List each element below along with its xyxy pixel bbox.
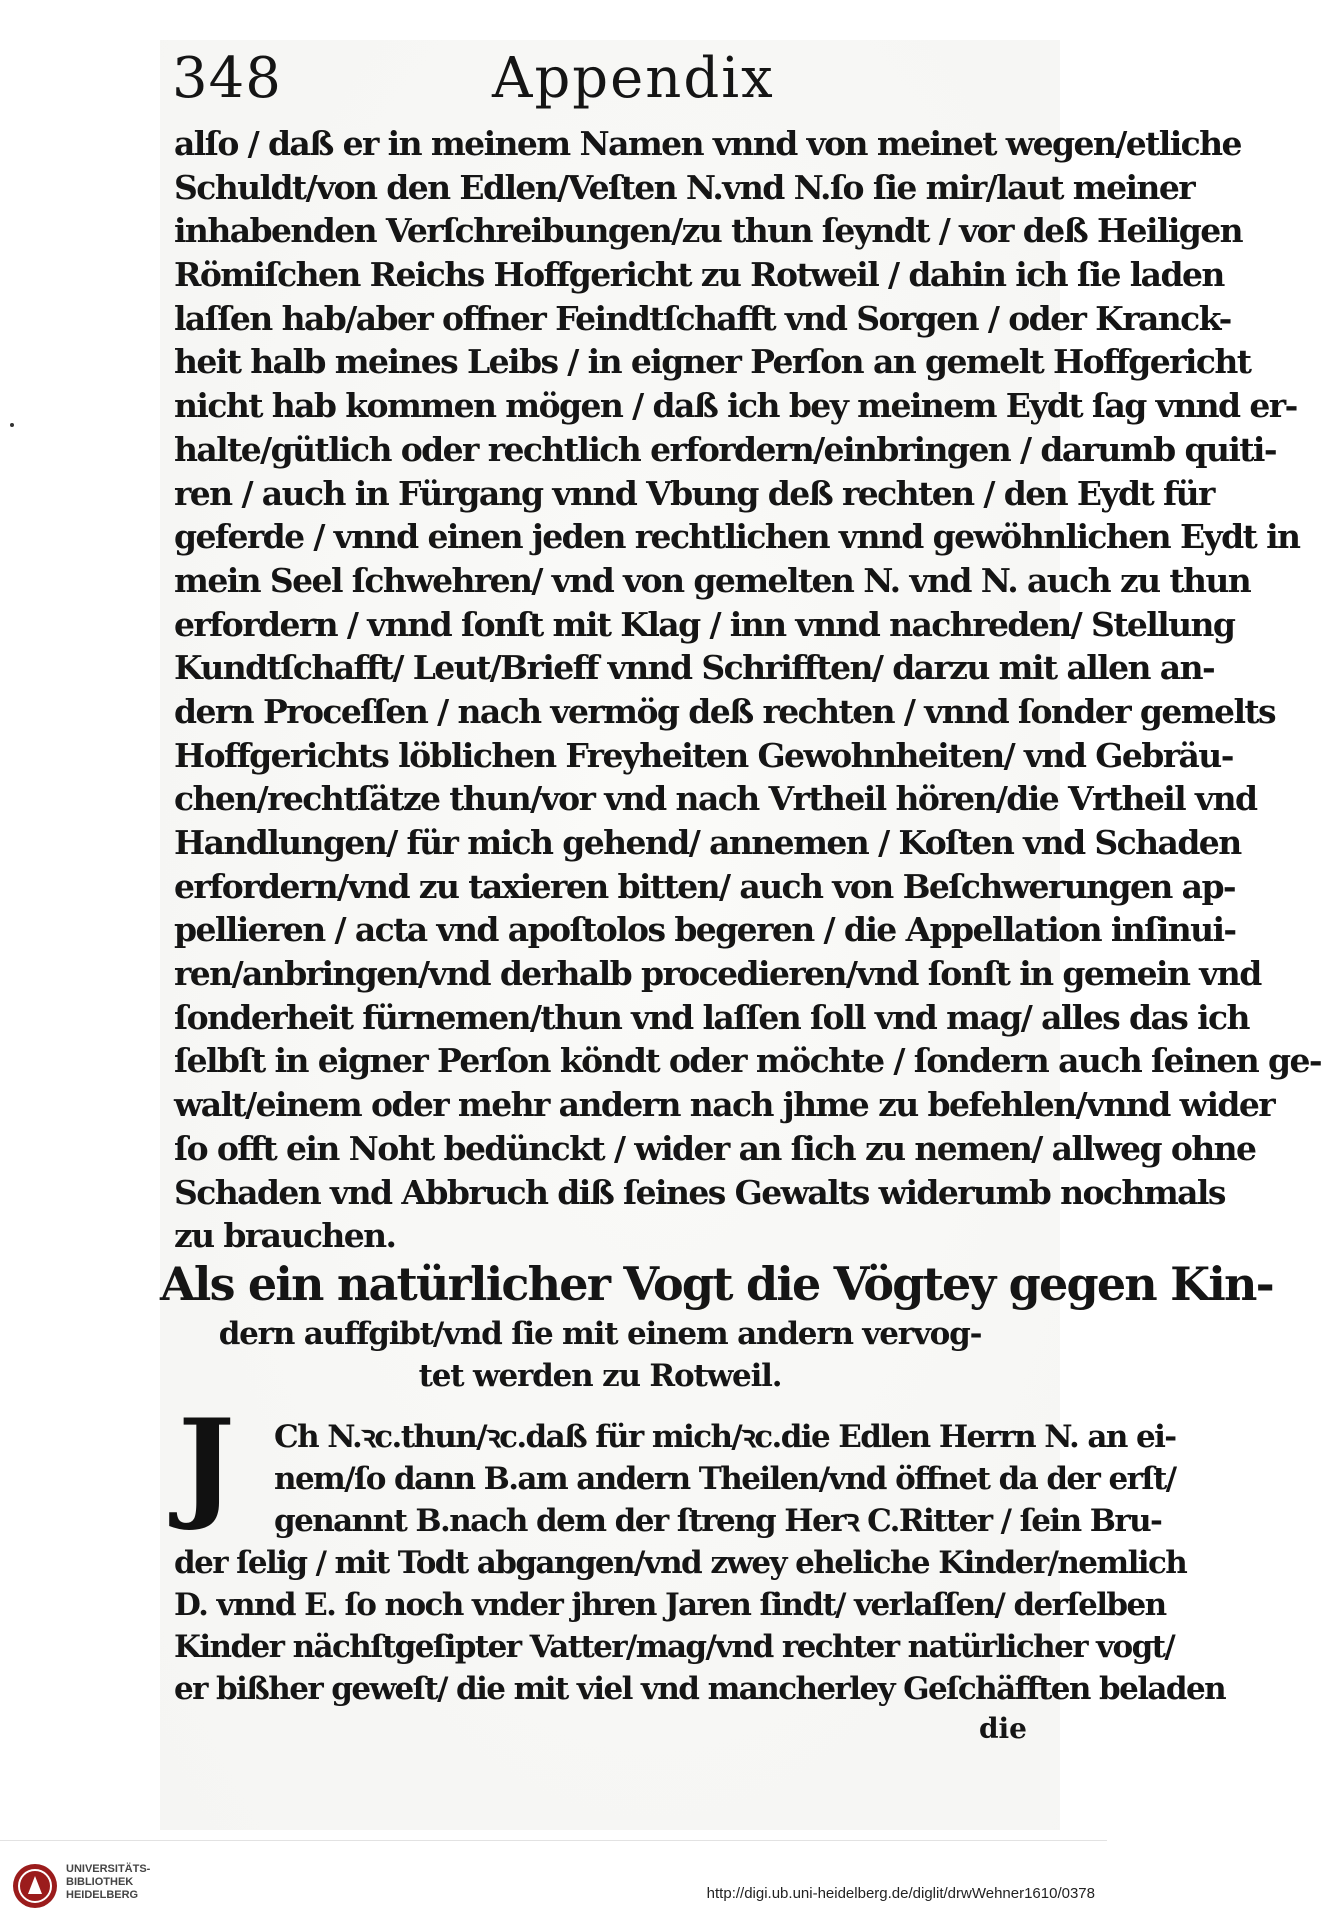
heading-line: tet werden zu Rotweil. — [418, 1358, 782, 1394]
body-paragraph-2 — [174, 1416, 1226, 1710]
text-line: genannt B.nach dem der ſtreng Herꝛ C.Ritter / ſein Bru- — [274, 1503, 1162, 1539]
text-line: ren / auch in Fürgang vnnd Vbung deß rechten / den Eydt für — [174, 473, 1214, 513]
source-url-link[interactable]: http://digi.ub.uni-heidelberg.de/diglit/drwWehner1610/0378 — [706, 1885, 1095, 1902]
text-line: Römiſchen Reichs Hoffgericht zu Rotweil / dahin ich ſie laden — [174, 255, 1224, 295]
text-line: alſo / daß er in meinem Namen vnnd von meinet wegen/etliche — [174, 124, 1241, 163]
text-line: Kinder nächſtgeſipter Vatter/mag/vnd rechter natürlicher vogt/ — [174, 1629, 1175, 1665]
text-line: laſſen hab/aber offner Feindtſchafft vnd Sorgen / oder Kranck- — [174, 298, 1231, 338]
text-line: Schuldt/von den Edlen/Veſten N.vnd N.ſo ſie mir/laut meiner — [174, 167, 1195, 207]
text-line: mein Seel ſchwehren/ vnd von gemelten N. vnd N. auch zu thun — [174, 560, 1251, 600]
text-line: halte/gütlich oder rechtlich erfordern/einbringen / darumb quiti- — [174, 429, 1276, 469]
heading-line: dern auffgibt/vnd ſie mit einem andern vervog- — [218, 1316, 982, 1352]
text-line: ſelbſt in eigner Perſon köndt oder möchte / ſondern auch ſeinen ge- — [174, 1041, 1321, 1081]
text-line: Ch N.ꝛc.thun/ꝛc.daß für mich/ꝛc.die Edlen Herrn N. an ei- — [274, 1419, 1176, 1455]
text-line: dern Proceſſen / nach vermög deß rechten / vnnd ſonder gemelts — [174, 691, 1276, 731]
text-line: D. vnnd E. ſo noch vnder jhren Jaren ſindt/ verlaſſen/ derſelben — [174, 1587, 1166, 1623]
text-line: inhabenden Verſchreibungen/zu thun ſeyndt / vor deß Heiligen — [174, 211, 1243, 251]
page-number: 348 — [172, 46, 282, 111]
text-line: ſo offt ein Noht bedünckt / wider an ſich zu nemen/ allweg ohne — [174, 1128, 1256, 1168]
running-head: Appendix — [492, 46, 775, 111]
text-line: walt/einem oder mehr andern nach jhme zu befehlen/vnnd wider — [174, 1085, 1275, 1125]
text-line: Schaden vnd Abbruch diß ſeines Gewalts widerumb nochmals — [174, 1172, 1225, 1212]
section-heading — [160, 1255, 1273, 1397]
text-line: nem/ſo dann B.am andern Theilen/vnd öffnet da der erſt/ — [274, 1461, 1176, 1497]
text-line: erfordern/vnd zu taxieren bitten/ auch von Beſchwerungen ap- — [174, 866, 1236, 906]
margin-speck — [10, 423, 14, 427]
text-line: heit halb meines Leibs / in eigner Perſon an gemelt Hoffgericht — [174, 342, 1251, 382]
text-line: erfordern / vnnd ſonſt mit Klag / inn vnnd nachreden/ Stellung — [174, 604, 1235, 644]
text-line: geferde / vnnd einen jeden rechtlichen vnnd gewöhnlichen Eydt in — [174, 517, 1300, 557]
text-line: chen/rechtſätze thun/vor vnd nach Vrtheil hören/die Vrtheil vnd — [174, 779, 1257, 819]
heading-line: Als ein natürlicher Vogt die Vögtey gegen Kin- — [160, 1257, 1273, 1311]
text-line: nicht hab kommen mögen / daß ich bey meinem Eydt ſag vnnd er- — [174, 386, 1297, 426]
text-line: Hoffgerichts löblichen Freyheiten Gewohnheiten/ vnd Gebräu- — [174, 735, 1233, 775]
text-line: der ſelig / mit Todt abgangen/vnd zwey eheliche Kinder/nemlich — [174, 1545, 1187, 1581]
text-line: zu brauchen. — [174, 1216, 396, 1256]
library-name-line: BIBLIOTHEK — [66, 1876, 134, 1888]
text-line: Handlungen/ für mich gehend/ annemen / Koſten vnd Schaden — [174, 823, 1241, 862]
library-name-line: HEIDELBERG — [66, 1889, 139, 1901]
catchword: die — [978, 1712, 1027, 1745]
text-line: er bißher geweſt/ die mit viel vnd mancherley Geſchäfften beladen — [174, 1671, 1226, 1707]
page-header — [172, 46, 1042, 116]
text-line: pellieren / acta vnd apoſtolos begeren / die Appellation inſinui- — [174, 910, 1236, 950]
body-paragraph-1 — [174, 122, 1321, 1258]
text-line: ren/anbringen/vnd derhalb procedieren/vnd ſonſt in gemein vnd — [174, 954, 1261, 994]
text-line: ſonderheit fürnemen/thun vnd laſſen ſoll vnd mag/ alles das ich — [174, 997, 1249, 1037]
text-line: Kundtſchafft/ Leut/Brieff vnnd Schrifften/ darzu mit allen an- — [174, 648, 1215, 688]
university-seal-icon — [10, 1861, 60, 1911]
library-name-line: UNIVERSITÄTS- — [66, 1863, 151, 1875]
viewer-footer — [0, 1840, 1107, 1927]
library-name — [66, 1863, 150, 1902]
drop-capital: J — [178, 1393, 235, 1534]
